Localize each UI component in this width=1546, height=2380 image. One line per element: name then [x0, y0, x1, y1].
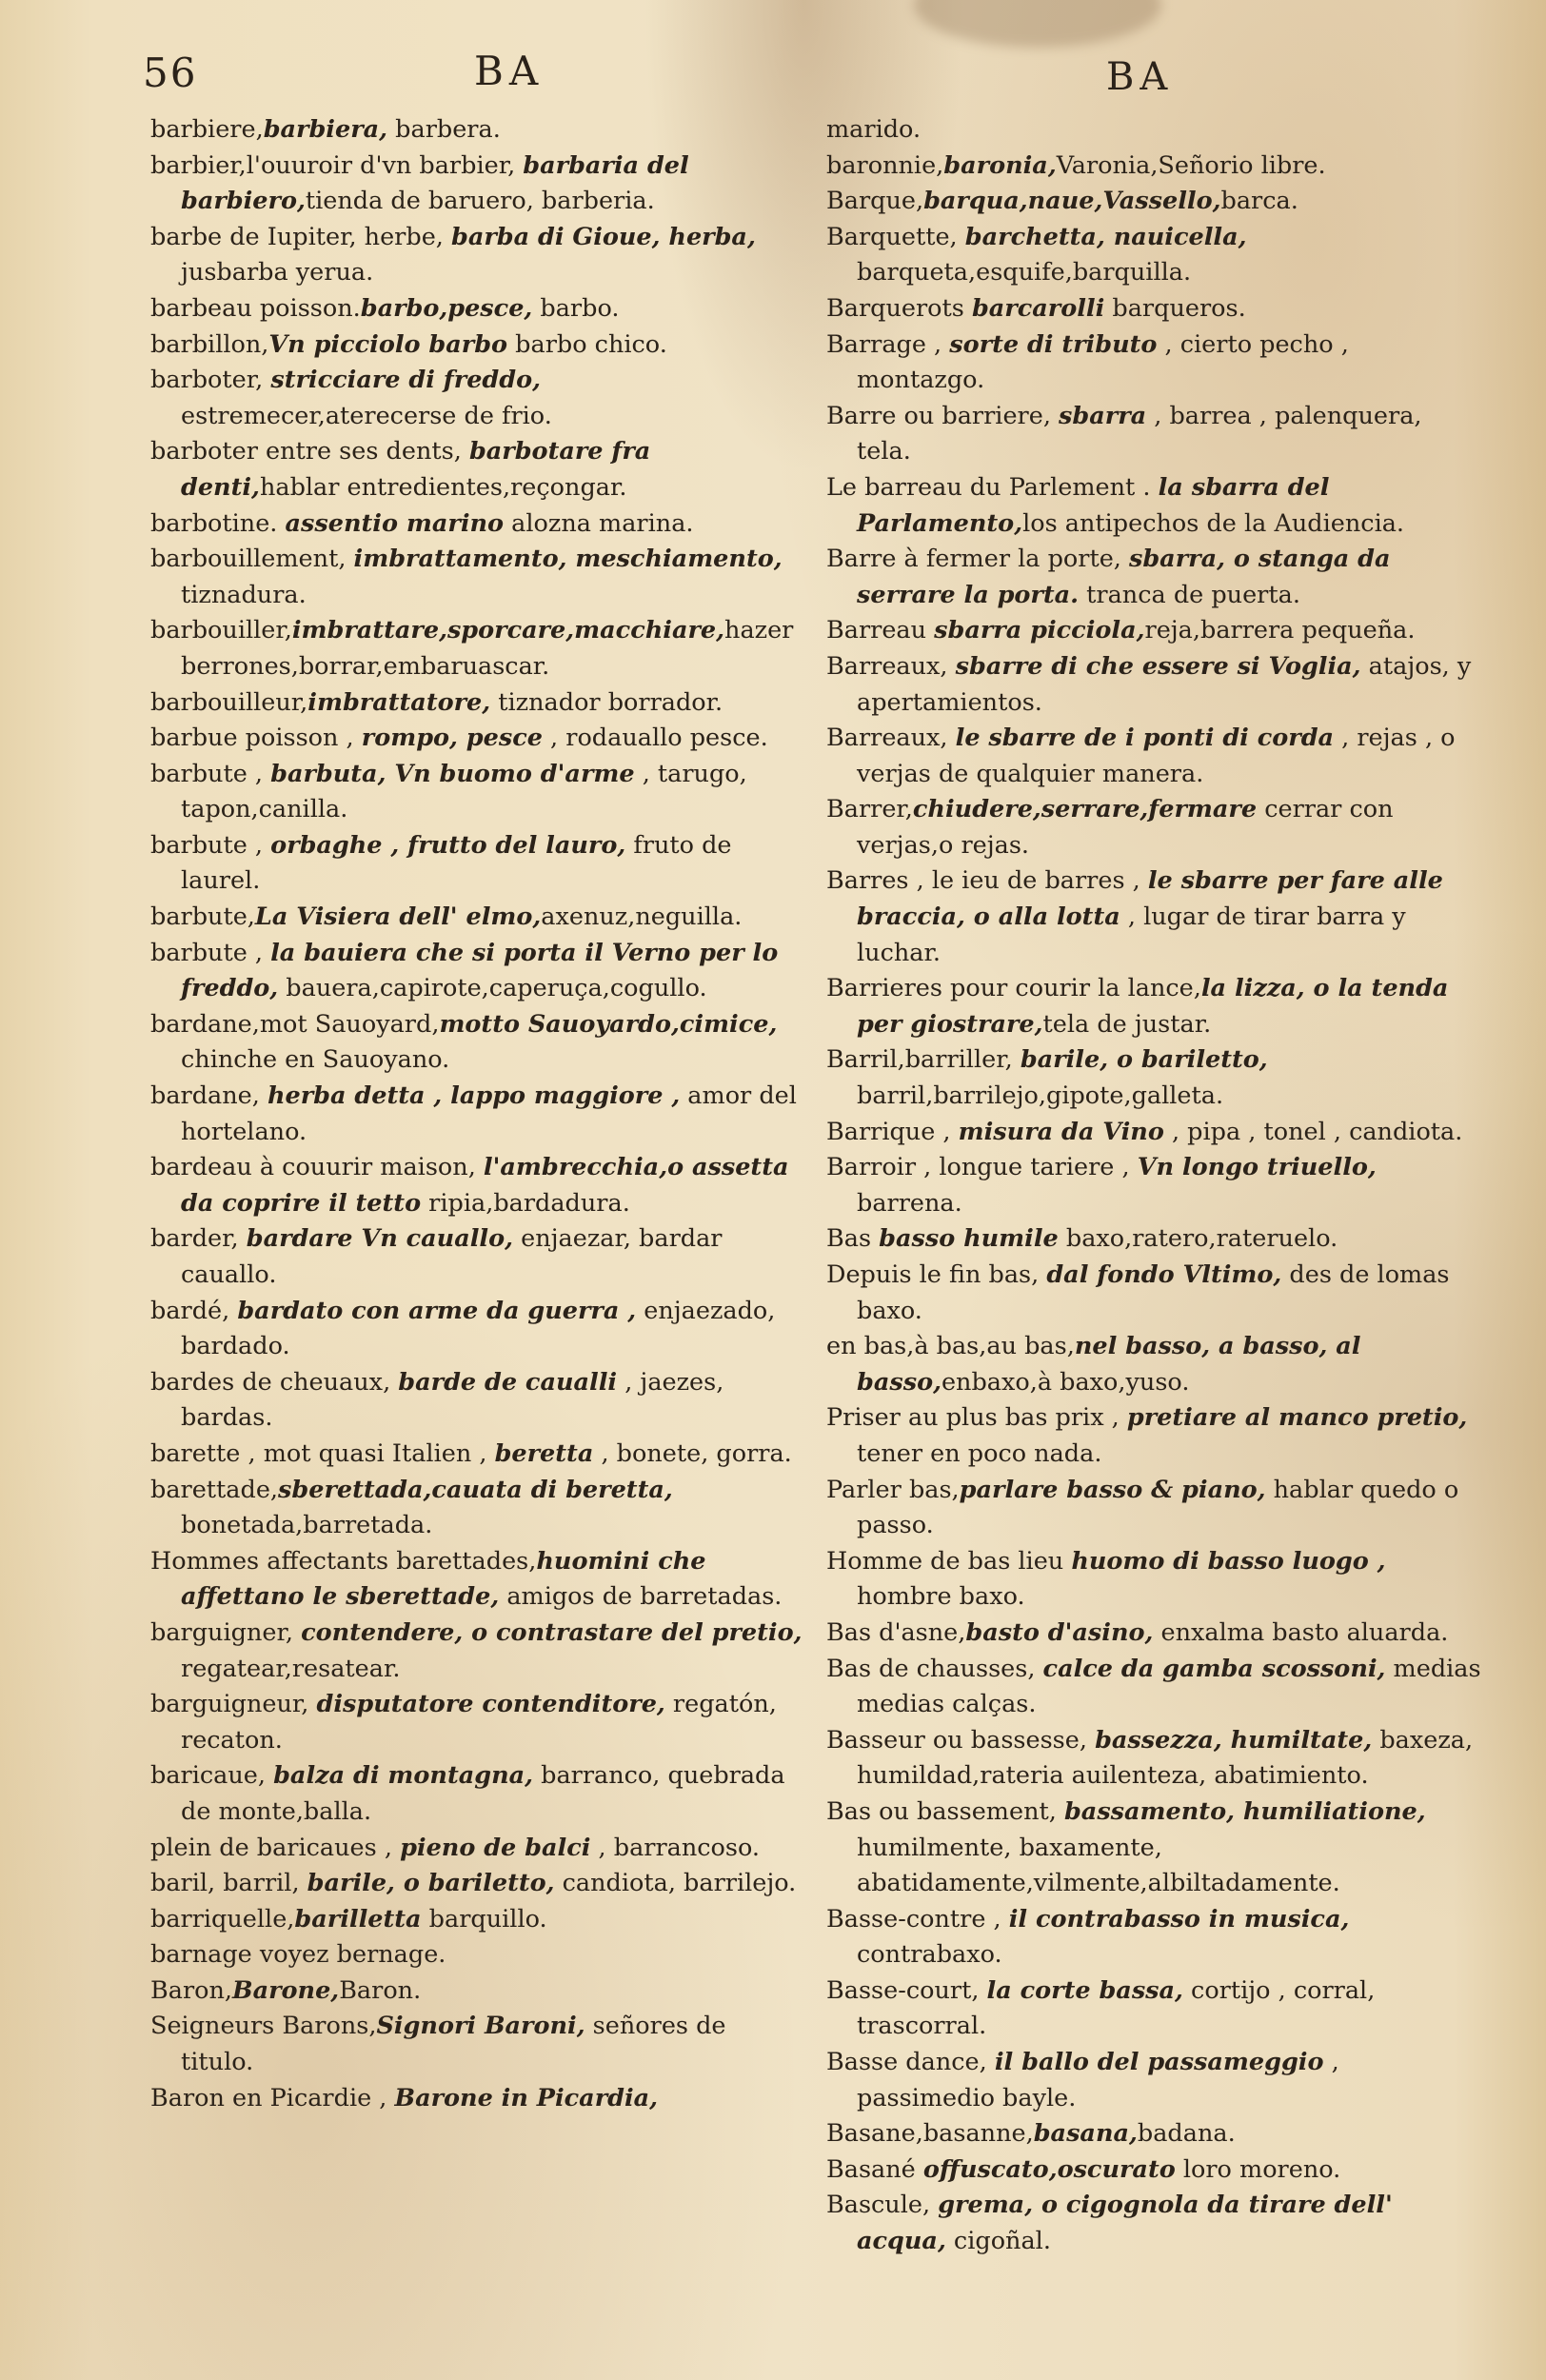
italian-translation: la bauiera che si porta il Verno per lo freddo, — [181, 938, 779, 1003]
french-headword: barnage voyez bernage. — [150, 1940, 446, 1970]
spanish-translation: marido. — [826, 115, 922, 144]
dictionary-entry — [826, 792, 1483, 863]
italian-translation: beretta — [494, 1438, 594, 1468]
spanish-translation: , cierto pecho , montazgo. — [857, 329, 1349, 395]
italian-translation: barbo,pesce, — [360, 293, 533, 323]
italian-translation: dal fondo Vltimo, — [1046, 1260, 1282, 1289]
spanish-translation: alozna marina. — [504, 508, 694, 538]
spanish-translation: hombre baxo. — [857, 1582, 1025, 1612]
spanish-translation: , lugar de tirar barra y luchar. — [857, 902, 1406, 967]
french-headword: Barre ou barriere, — [826, 401, 1060, 430]
french-headword: Barrieres pour courir la lance, — [826, 974, 1201, 1003]
italian-translation: la corte bassa, — [986, 1975, 1183, 2005]
dictionary-entry — [150, 828, 803, 900]
italian-translation: sbarre di che essere si Voglia, — [955, 651, 1361, 681]
french-headword: barbillon, — [150, 329, 269, 359]
dictionary-entry — [150, 506, 803, 543]
french-headword: Barreaux, — [826, 651, 956, 681]
running-head-right: BA — [1106, 55, 1174, 99]
dictionary-entry — [826, 971, 1483, 1042]
spanish-translation: bonetada,barretada. — [181, 1511, 433, 1540]
french-headword: Barreaux, — [826, 724, 956, 753]
dictionary-entry — [826, 1221, 1483, 1258]
italian-translation: bardare Vn cauallo, — [246, 1224, 513, 1254]
italian-translation: misura da Vino — [958, 1117, 1164, 1146]
italian-translation: sberettada,cauata di beretta, — [278, 1475, 673, 1504]
spanish-translation: barbera. — [387, 115, 501, 144]
italian-translation: Signori Baroni, — [376, 2012, 585, 2041]
page-number: 56 — [143, 50, 198, 96]
french-headword: Barril,barriller, — [826, 1045, 1021, 1075]
french-headword: Seigneurs Barons, — [150, 2012, 377, 2041]
italian-translation: orbaghe , frutto del lauro, — [270, 830, 626, 860]
spanish-translation: cigoñal. — [945, 2227, 1051, 2256]
spanish-translation: tranca de puerta. — [1079, 580, 1300, 609]
dictionary-entry — [150, 1902, 803, 1938]
italian-translation: Vn picciolo barbo — [268, 329, 508, 359]
french-headword: Homme de bas lieu — [826, 1546, 1072, 1576]
spanish-translation: enbaxo,à baxo,yuso. — [941, 1367, 1190, 1397]
french-headword: Barrique , — [826, 1117, 959, 1146]
dictionary-entry — [826, 220, 1483, 291]
italian-translation: herba detta , lappo maggiore , — [267, 1081, 681, 1111]
french-headword: barbouilleur, — [150, 687, 308, 717]
spanish-translation: tiznadura. — [181, 580, 307, 609]
dictionary-entry — [150, 1758, 803, 1830]
spanish-translation: hablar quedo o passo. — [857, 1475, 1459, 1540]
running-head-left: BA — [474, 48, 545, 94]
spanish-translation: regatear,resatear. — [181, 1654, 401, 1683]
french-headword: barbotine. — [150, 508, 286, 538]
french-headword: barguigneur, — [150, 1690, 317, 1719]
italian-translation: rompo, pesce — [361, 724, 543, 753]
french-headword: baronnie, — [826, 150, 944, 180]
italian-translation: bassamento, humiliatione, — [1063, 1796, 1426, 1826]
french-headword: baricaue, — [150, 1761, 274, 1791]
spanish-translation: baxeza, humildad,rateria auilenteza, abatimiento. — [857, 1725, 1474, 1791]
italian-translation: sbarra — [1059, 401, 1147, 430]
spanish-translation: regatón, recaton. — [181, 1690, 777, 1755]
spanish-translation: barril,barrilejo,gipote,galleta. — [857, 1081, 1224, 1111]
spanish-translation: amigos de barretadas. — [499, 1582, 783, 1612]
dictionary-entry — [150, 721, 803, 757]
dictionary-entry — [150, 936, 803, 1007]
italian-translation: bassezza, humiltate, — [1095, 1725, 1373, 1755]
italian-translation: barbiera, — [263, 115, 388, 144]
dictionary-entry — [826, 2188, 1483, 2259]
dictionary-entry — [826, 2116, 1483, 2152]
french-headword: bardes de cheuaux, — [150, 1367, 399, 1397]
spanish-translation: barqueros. — [1104, 293, 1246, 323]
spanish-translation: tiznador borrador. — [490, 687, 723, 717]
italian-translation: il contrabasso in musica, — [1008, 1904, 1350, 1934]
french-headword: bardé, — [150, 1296, 238, 1325]
italian-translation: barde de caualli — [398, 1367, 618, 1397]
italian-translation: barcarolli — [971, 293, 1105, 323]
dictionary-entry — [150, 1937, 803, 1973]
italian-translation: Barone, — [232, 1975, 340, 2005]
dictionary-entry — [150, 1831, 803, 1867]
french-headword: bardeau à couurir maison, — [150, 1153, 484, 1182]
spanish-translation: tela de justar. — [1042, 1009, 1212, 1039]
french-headword: Barquette, — [826, 222, 965, 251]
french-headword: Bas d'asne, — [826, 1617, 966, 1647]
french-headword: Barquerots — [826, 293, 972, 323]
dictionary-entry — [826, 1902, 1483, 1973]
french-headword: baril, barril, — [150, 1869, 307, 1898]
italian-translation: imbrattare,sporcare,macchiare, — [291, 616, 725, 645]
dictionary-entry — [826, 1723, 1483, 1795]
spanish-translation: , pipa , tonel , candiota. — [1163, 1117, 1463, 1146]
italian-translation: barbotare fra denti, — [181, 437, 651, 502]
italian-translation: basana, — [1033, 2119, 1138, 2149]
dictionary-entry — [150, 757, 803, 828]
dictionary-entry — [150, 1437, 803, 1473]
spanish-translation: hablar entredientes,reçongar. — [259, 472, 627, 502]
dictionary-entry — [826, 1329, 1483, 1400]
dictionary-entry — [826, 2045, 1483, 2116]
spanish-translation: barbo. — [532, 293, 620, 323]
left-column — [150, 112, 803, 2116]
dictionary-entry — [826, 1973, 1483, 2045]
french-headword: Bas — [826, 1224, 880, 1254]
dictionary-entry — [826, 1652, 1483, 1723]
spanish-translation: , barrancoso. — [590, 1833, 761, 1862]
spanish-translation: barca. — [1220, 187, 1298, 216]
french-headword: barbute , — [150, 830, 271, 860]
italian-translation: sorte di tributo — [949, 329, 1158, 359]
dictionary-entry — [150, 2081, 803, 2117]
dictionary-entry — [826, 649, 1483, 721]
spanish-translation: hazer berrones,borrar,embaruascar. — [181, 616, 794, 681]
dictionary-entry — [150, 542, 803, 613]
spanish-translation: Varonia,Señorio libre. — [1056, 150, 1326, 180]
italian-translation: offuscato,oscurato — [922, 2154, 1176, 2184]
dictionary-entry — [150, 613, 803, 684]
italian-translation: huomo di basso luogo , — [1071, 1546, 1386, 1576]
italian-translation: Vn longo triuello, — [1137, 1153, 1377, 1182]
spanish-translation: loro moreno. — [1175, 2154, 1341, 2184]
dictionary-entry — [150, 1221, 803, 1293]
dictionary-entry — [150, 1365, 803, 1437]
french-headword: Barque, — [826, 187, 924, 216]
french-headword: barbute , — [150, 759, 271, 788]
dictionary-entry — [150, 220, 803, 291]
dictionary-entry — [150, 1294, 803, 1365]
italian-translation: stricciare di freddo, — [270, 366, 541, 395]
italian-translation: barilletta — [294, 1904, 422, 1934]
spanish-translation: , passimedio bayle. — [857, 2048, 1339, 2112]
spanish-translation: , tarugo, tapon,canilla. — [181, 759, 747, 824]
french-headword: barriquelle, — [150, 1904, 295, 1934]
french-headword: bardane,mot Sauoyard, — [150, 1009, 440, 1039]
dictionary-entry — [826, 149, 1483, 185]
dictionary-entry — [826, 613, 1483, 649]
french-headword: barder, — [150, 1224, 247, 1254]
spanish-translation: atajos, y apertamientos. — [857, 651, 1472, 717]
italian-translation: basto d'asino, — [965, 1617, 1154, 1647]
spanish-translation: , jaezes, bardas. — [181, 1367, 724, 1433]
italian-translation: barqua,naue,Vassello, — [923, 187, 1221, 216]
italian-translation: il ballo del passameggio — [994, 2048, 1324, 2077]
dictionary-entry — [826, 327, 1483, 399]
dictionary-entry — [826, 863, 1483, 971]
spanish-translation: jusbarba yerua. — [181, 258, 374, 288]
italian-translation: sbarra picciola, — [934, 616, 1145, 645]
italian-translation: sbarra, o stanga da serrare la porta. — [857, 545, 1391, 609]
spanish-translation: , bonete, gorra. — [593, 1438, 792, 1468]
french-headword: Basseur ou bassesse, — [826, 1725, 1096, 1755]
dictionary-entry — [826, 1616, 1483, 1652]
spanish-translation: barquillo. — [421, 1904, 547, 1934]
spanish-translation: axenuz,neguilla. — [541, 902, 743, 932]
french-headword: barbouiller, — [150, 616, 292, 645]
dictionary-entry — [826, 184, 1483, 220]
dictionary-entry — [150, 1544, 803, 1616]
spanish-translation: barrena. — [857, 1188, 962, 1218]
italian-translation: baronia, — [943, 150, 1057, 180]
dictionary-entry — [150, 2009, 803, 2080]
spanish-translation: barranco, quebrada de monte,balla. — [181, 1761, 785, 1826]
dictionary-entry — [826, 2152, 1483, 2189]
french-headword: Priser au plus bas prix , — [826, 1403, 1127, 1433]
spanish-translation: tener en poco nada. — [857, 1438, 1102, 1468]
dictionary-entry — [826, 470, 1483, 542]
dictionary-entry — [150, 1079, 803, 1150]
dictionary-entry — [826, 1258, 1483, 1329]
french-headword: barbute, — [150, 902, 255, 932]
italian-translation: le sbarre per fare alle braccia, o alla lotta — [857, 866, 1443, 932]
spanish-translation: bauera,capirote,caperuça,cogullo. — [278, 974, 707, 1003]
french-headword: Basse-contre , — [826, 1904, 1009, 1934]
french-headword: Depuis le fin bas, — [826, 1260, 1047, 1289]
italian-translation: calce da gamba scossoni, — [1042, 1654, 1386, 1683]
dictionary-entry — [150, 1007, 803, 1079]
spanish-translation: enjaezado, bardado. — [181, 1296, 776, 1361]
spanish-translation: chinche en Sauoyano. — [181, 1045, 450, 1075]
french-headword: barbue poisson , — [150, 724, 362, 753]
italian-translation: huomini che affettano le sberettade, — [181, 1546, 706, 1612]
dictionary-entry — [826, 1042, 1483, 1114]
italian-translation: la sbarra del Parlamento, — [857, 472, 1330, 538]
french-headword: Basse dance, — [826, 2048, 995, 2077]
italian-translation: imbrattatore, — [307, 687, 491, 717]
dictionary-entry — [826, 399, 1483, 470]
italian-translation: La Visiera dell' elmo, — [254, 902, 542, 932]
french-headword: barbeau poisson. — [150, 293, 361, 323]
french-headword: Bas ou bassement, — [826, 1796, 1064, 1826]
spanish-translation: cerrar con verjas,o rejas. — [857, 795, 1394, 860]
spanish-translation: enxalma basto aluarda. — [1153, 1617, 1449, 1647]
french-headword: Bascule, — [826, 2191, 939, 2220]
spanish-translation: medias medias calças. — [857, 1654, 1481, 1719]
dictionary-entry — [150, 900, 803, 936]
french-headword: Basané — [826, 2154, 923, 2184]
dictionary-entry — [826, 1400, 1483, 1472]
french-headword: Barroir , longue tariere , — [826, 1153, 1138, 1182]
italian-translation: grema, o cigognola da tirare dell' acqua, — [857, 2191, 1393, 2256]
dictionary-entry — [150, 685, 803, 722]
spanish-translation: des de lomas baxo. — [857, 1260, 1450, 1325]
spanish-translation: señores de titulo. — [181, 2012, 726, 2077]
french-headword: Baron, — [150, 1975, 233, 2005]
spanish-translation: Baron. — [339, 1975, 422, 2005]
dictionary-entry — [150, 434, 803, 506]
dictionary-entry — [150, 1616, 803, 1687]
italian-translation: bardato con arme da guerra , — [237, 1296, 637, 1325]
italian-translation: nel basso, a basso, al basso, — [857, 1332, 1361, 1397]
spanish-translation: contrabaxo. — [857, 1940, 1002, 1970]
dictionary-entry — [150, 327, 803, 364]
dictionary-entry — [826, 1544, 1483, 1616]
italian-translation: contendere, o contrastare del pretio, — [301, 1617, 803, 1647]
spanish-translation: barbo chico. — [507, 329, 667, 359]
italian-translation: la lizza, o la tenda per giostrare, — [857, 974, 1449, 1039]
spanish-translation: barqueta,esquife,barquilla. — [857, 258, 1192, 288]
dictionary-entry — [150, 1973, 803, 2010]
french-headword: bardane, — [150, 1081, 268, 1111]
italian-translation: barile, o bariletto, — [307, 1869, 555, 1898]
spanish-translation: fruto de laurel. — [181, 830, 732, 896]
italian-translation: barba di Gioue, herba, — [451, 222, 756, 251]
french-headword: Le barreau du Parlement . — [826, 472, 1159, 502]
italian-translation: imbrattamento, meschiamento, — [353, 545, 783, 574]
italian-translation: barbuta, Vn buomo d'arme — [270, 759, 635, 788]
dictionary-entry — [826, 1150, 1483, 1221]
italian-translation: barile, o bariletto, — [1020, 1045, 1268, 1075]
italian-translation: barbaria del barbiero, — [181, 150, 689, 216]
spanish-translation: reja,barrera pequeña. — [1144, 616, 1416, 645]
french-headword: barguigner, — [150, 1617, 302, 1647]
french-headword: barbier,l'ouuroir d'vn barbier, — [150, 150, 524, 180]
italian-translation: disputatore contenditore, — [316, 1690, 665, 1719]
dictionary-entry — [150, 363, 803, 434]
spanish-translation: estremecer,aterecerse de frio. — [181, 401, 552, 430]
italian-translation: parlare basso & piano, — [959, 1475, 1266, 1504]
spanish-translation: enjaezar, bardar cauallo. — [181, 1224, 723, 1289]
spanish-translation: candiota, barrilejo. — [554, 1869, 797, 1898]
french-headword: Bas de chausses, — [826, 1654, 1043, 1683]
french-headword: barboter, — [150, 366, 271, 395]
french-headword: barettade, — [150, 1475, 279, 1504]
french-headword: Basane,basanne, — [826, 2119, 1034, 2149]
french-headword: Barres , le ieu de barres , — [826, 866, 1148, 896]
dictionary-entry — [150, 1687, 803, 1758]
dictionary-entry — [826, 291, 1483, 327]
italian-translation: pieno de balci — [400, 1833, 591, 1862]
italian-translation: assentio marino — [285, 508, 505, 538]
dictionary-entry — [826, 1795, 1483, 1902]
dictionary-entry — [826, 1115, 1483, 1151]
french-headword: Barre à fermer la porte, — [826, 545, 1129, 574]
italian-translation: l'ambrecchia,o assetta da coprire il tetto — [181, 1153, 789, 1218]
french-headword: Baron en Picardie , — [150, 2083, 395, 2112]
italian-translation: basso humile — [879, 1224, 1059, 1254]
spanish-translation: , barrea , palenquera, tela. — [857, 401, 1422, 466]
french-headword: barette , mot quasi Italien , — [150, 1438, 495, 1468]
french-headword: barbute , — [150, 938, 271, 967]
french-headword: Barrage , — [826, 329, 950, 359]
french-headword: barbouillement, — [150, 545, 354, 574]
dictionary-entry — [150, 1866, 803, 1902]
italian-translation: Barone in Picardia, — [394, 2083, 659, 2112]
french-headword: plein de baricaues , — [150, 1833, 401, 1862]
dictionary-entry — [826, 112, 1483, 149]
spanish-translation: baxo,ratero,rateruelo. — [1058, 1224, 1338, 1254]
spanish-translation: cortijo , corral, trascorral. — [857, 1975, 1376, 2041]
spanish-translation: los antipechos de la Audiencia. — [1022, 508, 1405, 538]
french-headword: Basse-court, — [826, 1975, 987, 2005]
paper-stain — [914, 0, 1161, 48]
spanish-translation: ripia,bardadura. — [421, 1188, 630, 1218]
dictionary-entry — [826, 721, 1483, 792]
right-column — [826, 112, 1483, 2260]
french-headword: barbiere, — [150, 115, 264, 144]
french-headword: Barrer, — [826, 795, 913, 824]
spanish-translation: , rodauallo pesce. — [542, 724, 768, 753]
italian-translation: balza di montagna, — [273, 1761, 534, 1791]
spanish-translation: badana. — [1137, 2119, 1236, 2149]
spanish-translation: tienda de baruero, barberia. — [305, 187, 655, 216]
italian-translation: chiudere,serrare,fermare — [912, 795, 1258, 824]
italian-translation: le sbarre de i ponti di corda — [955, 724, 1335, 753]
dictionary-entry — [150, 1473, 803, 1544]
italian-translation: pretiare al manco pretio, — [1126, 1403, 1468, 1433]
italian-translation: motto Sauoyardo,cimice, — [439, 1009, 778, 1039]
french-headword: Hommes affectants barettades, — [150, 1546, 537, 1576]
dictionary-entry — [826, 1473, 1483, 1544]
dictionary-entry — [150, 1150, 803, 1221]
italian-translation: barchetta, nauicella, — [964, 222, 1247, 251]
spanish-translation: , rejas , o verjas de qualquier manera. — [857, 724, 1456, 788]
dictionary-entry — [826, 542, 1483, 613]
french-headword: Barreau — [826, 616, 935, 645]
french-headword: barbe de Iupiter, herbe, — [150, 222, 451, 251]
spanish-translation: humilmente, baxamente, abatidamente,vilmente,albiltadamente. — [857, 1833, 1340, 1898]
french-headword: barboter entre ses dents, — [150, 437, 469, 466]
french-headword: Parler bas, — [826, 1475, 960, 1504]
spanish-translation: amor del hortelano. — [181, 1081, 797, 1146]
dictionary-entry — [150, 149, 803, 220]
dictionary-entry — [150, 112, 803, 149]
dictionary-entry — [150, 291, 803, 327]
french-headword: en bas,à bas,au bas, — [826, 1332, 1075, 1361]
